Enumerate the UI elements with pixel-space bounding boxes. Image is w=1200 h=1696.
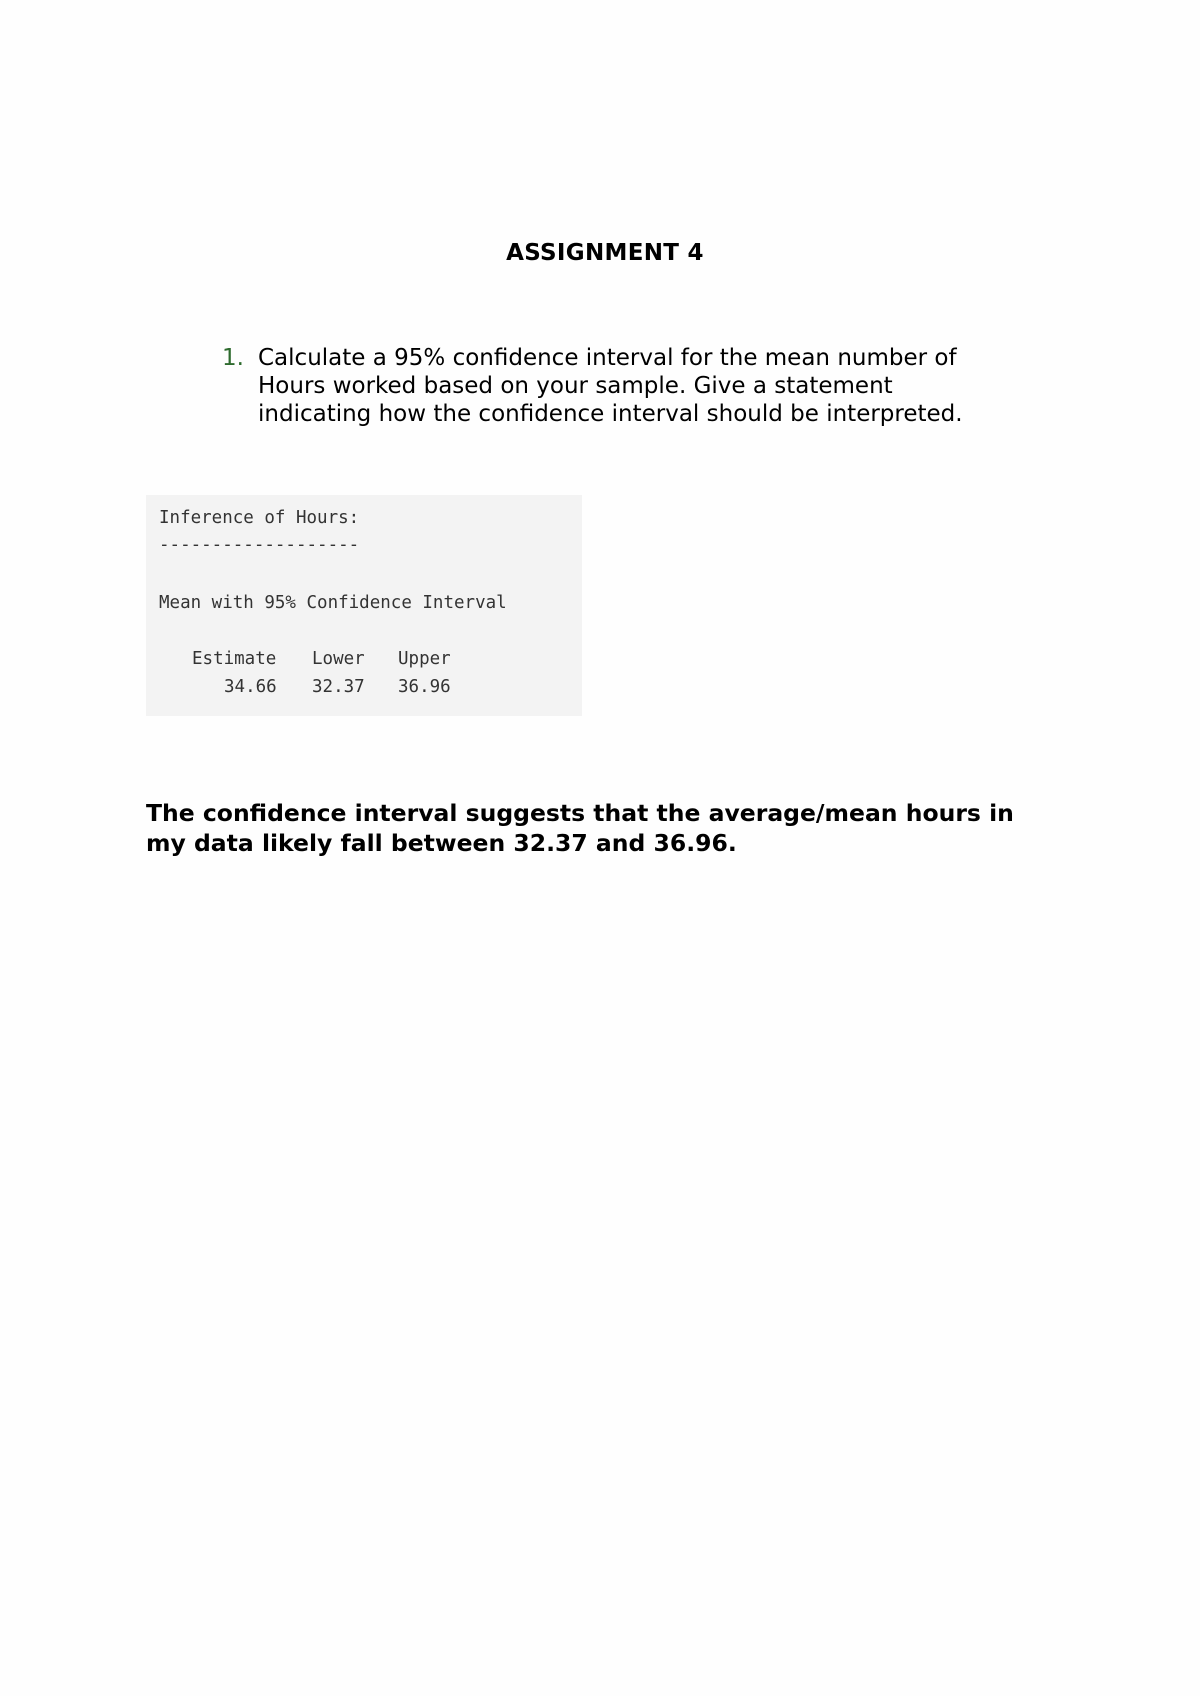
answer-line: my data likely fall between 32.37 and 36.96.	[146, 829, 737, 857]
output-heading: Inference of Hours:	[159, 508, 360, 528]
page-title: ASSIGNMENT 4	[506, 240, 704, 266]
column-header-lower: Lower	[312, 649, 365, 669]
answer-statement	[146, 798, 1086, 858]
output-subheading: Mean with 95% Confidence Interval	[159, 593, 507, 613]
question-line: Hours worked based on your sample. Give a statement	[258, 373, 893, 399]
question-number: 1.	[222, 345, 244, 371]
software-output-screenshot	[146, 495, 582, 716]
output-rule: -------------------	[159, 535, 360, 555]
answer-line: The confidence interval suggests that the average/mean hours in	[146, 799, 1014, 827]
question-line: indicating how the confidence interval should be interpreted.	[258, 401, 963, 427]
value-upper: 36.96	[398, 677, 451, 697]
column-header-estimate: Estimate	[192, 649, 277, 669]
column-header-upper: Upper	[398, 649, 451, 669]
question-text	[258, 344, 1038, 428]
value-lower: 32.37	[312, 677, 365, 697]
question-line: Calculate a 95% confidence interval for the mean number of	[258, 345, 957, 371]
value-estimate: 34.66	[224, 677, 277, 697]
